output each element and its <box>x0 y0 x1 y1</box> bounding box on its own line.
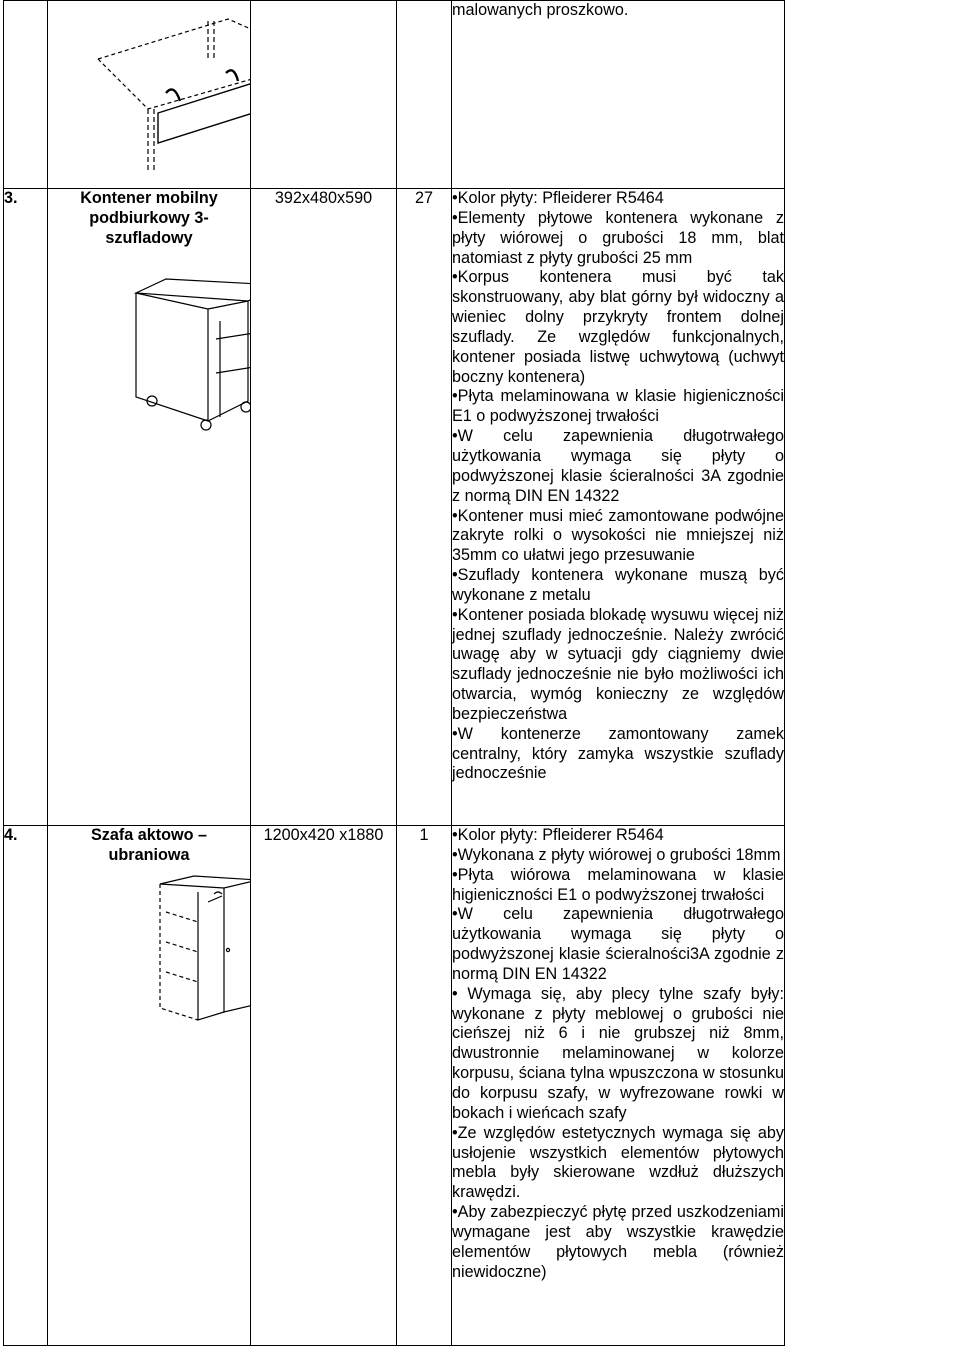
item-description <box>452 1 785 189</box>
description-line: •Szuflady kontenera wykonane muszą być wykonane z metalu <box>452 566 784 604</box>
item-quantity: 1 <box>397 826 452 1346</box>
description-line: •Kolor płyty: Pfleiderer R5464 <box>452 826 664 844</box>
wardrobe-drawing <box>48 872 251 1022</box>
description-line: • Wymaga się, aby plecy tylne szafy były: wykonane z płyty meblowej o grubości nie cieńszej niż 6 i nie grubszej niż 8mm, dwustronnie melaminowanej w kolorze korpusu, ściana tylna wpuszczona w stosunku do korpusu szafy, w wyfrezowane rowki w bokach i wieńcach szafy <box>452 984 784 1122</box>
specification-table <box>3 0 785 1346</box>
item-dimensions: 1200x420 x1880 <box>251 826 397 1346</box>
description-line: •W celu zapewnienia długotrwałego użytkowania wymaga się płyty o podwyższonej klasie ścieralności 3A zgodnie z normą DIN EN 14322 <box>452 427 784 505</box>
item-name: Kontener mobilny podbiurkowy 3-szufladowy <box>80 189 218 247</box>
description-line: •Wykonana z płyty wiórowej o grubości 18mm <box>452 845 781 864</box>
description-line: •Płyta melaminowana w klasie higieniczności E1 o podwyższonej trwałości <box>452 387 784 426</box>
item-name-cell <box>48 189 251 826</box>
table-row <box>4 1 785 189</box>
description-line: •Kontener posiada blokadę wysuwu więcej niż jednej szuflady jednocześnie. Należy zwrócić uwagę aby w sytuacji gdy ciągniemy dwie szuflady jednocześnie nie było możliwości ich otwarcia, wymóg konieczny ze względów bezpieczeństwa <box>452 605 784 723</box>
item-number: 4. <box>4 826 48 1346</box>
item-number: 3. <box>4 189 48 826</box>
description-line: •Płyta wiórowa melaminowana w klasie higieniczności E1 o podwyższonej trwałości <box>452 865 784 904</box>
item-name: Szafa aktowo – ubraniowa <box>90 826 208 864</box>
description-line: malowanych proszkowo. <box>452 1 629 19</box>
desk-modesty-panel-drawing <box>48 1 251 188</box>
item-dimensions <box>251 1 397 189</box>
description-line: •W celu zapewnienia długotrwałego użytkowania wymaga się płyty o podwyższonej klasie ścieralności3A zgodnie z normą DIN EN 14322 <box>452 905 784 983</box>
description-line: •W kontenerze zamontowany zamek centralny, który zamyka wszystkie szuflady jednocześnie <box>452 724 784 783</box>
item-description <box>452 189 785 826</box>
item-description <box>452 826 785 1346</box>
description-line: •Korpus kontenera musi być tak skonstruowany, aby blat górny był widoczny a wieniec dolny przykryty frontem dolnej szuflady. Ze względów funkcjonalnych, kontener posiada listwę uchwytową (uchwyt boczny kontenera) <box>452 268 784 386</box>
item-name-cell <box>48 826 251 1346</box>
description-line: •Kolor płyty: Pfleiderer R5464 <box>452 189 664 207</box>
description-line: •Kontener musi mieć zamontowane podwójne zakryte rolki o wysokości nie mniejszej niż 35mm co ułatwi jego przesuwanie <box>452 506 784 565</box>
table-row <box>4 189 785 826</box>
item-dimensions: 392x480x590 <box>251 189 397 826</box>
mobile-pedestal-drawing <box>48 261 251 441</box>
item-number <box>4 1 48 189</box>
description-line: •Elementy płytowe kontenera wykonane z płyty wiórowej o grubości 18 mm, blat natomiast z płyty grubości 25 mm <box>452 208 784 267</box>
item-quantity <box>397 1 452 189</box>
item-illustration-cell <box>48 1 251 189</box>
description-line: •Aby zabezpieczyć płytę przed uszkodzeniami wymagane jest aby wszystkie krawędzie elementów płytowych mebla (również niewidoczne) <box>452 1203 784 1281</box>
item-quantity: 27 <box>397 189 452 826</box>
table-row <box>4 826 785 1346</box>
description-line: •Ze względów estetycznych wymaga się aby usłojenie wszystkich elementów płytowych mebla były skierowane wzdłuż dłuższych krawędzi. <box>452 1123 784 1202</box>
